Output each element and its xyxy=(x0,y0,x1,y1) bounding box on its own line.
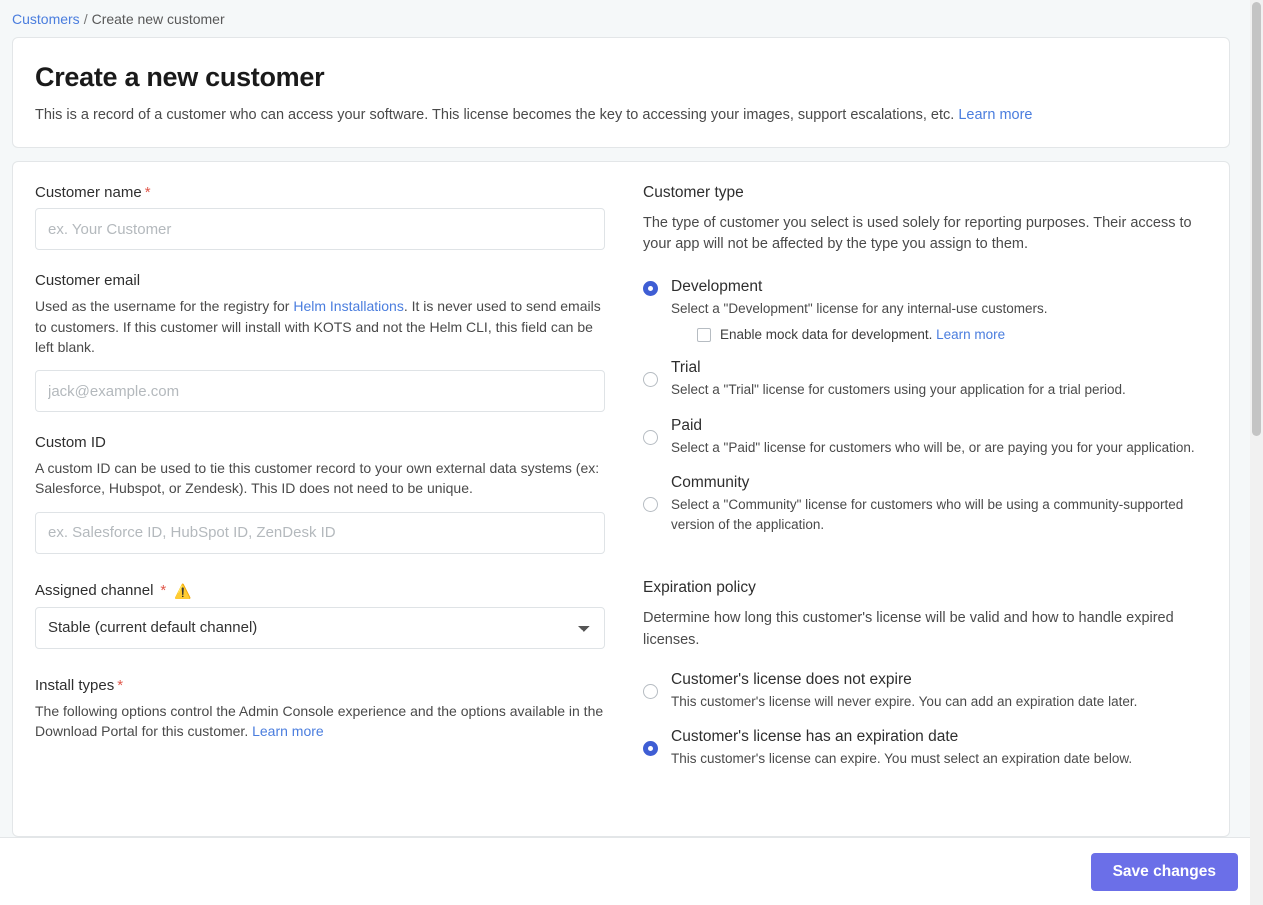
radio-has-expiration-title: Customer's license has an expiration date xyxy=(671,728,959,746)
radio-development-body xyxy=(671,278,1213,343)
spacer xyxy=(35,554,605,582)
expiration-policy-description: Determine how long this customer's license will be valid and how to handle expired licenses. xyxy=(643,610,1174,648)
assigned-channel-select[interactable] xyxy=(35,607,605,649)
custom-id-help: A custom ID can be used to tie this customer record to your own external data systems (ex: Salesforce, Hubspot, or Zendesk). This ID does not need to be unique. xyxy=(35,460,600,497)
breadcrumb-separator: / xyxy=(83,11,88,27)
customer-form-card xyxy=(12,161,1230,837)
install-types-learn-more-link[interactable]: Learn more xyxy=(252,723,324,740)
radio-community-title: Community xyxy=(671,474,750,492)
radio-community-body xyxy=(671,474,1213,534)
breadcrumb xyxy=(0,0,1263,37)
radio-paid[interactable] xyxy=(643,430,658,445)
radio-community-desc: Select a "Community" license for customers who will be using a community-supported version of the application. xyxy=(671,497,1184,532)
mock-data-checkbox-row[interactable] xyxy=(697,327,1213,342)
radio-no-expiration-title: Customer's license does not expire xyxy=(671,670,912,688)
mock-data-label-text: Enable mock data for development. xyxy=(720,327,933,343)
page-header-card xyxy=(12,37,1230,148)
customer-email-help-suffix: . It is never used to send emails to customers. If this customer will install with KOTS and not the Helm CLI, this field can be left blank. xyxy=(35,298,601,355)
radio-has-expiration-desc: This customer's license can expire. You must select an expiration date below. xyxy=(671,751,1133,767)
page-scrollbar-track[interactable] xyxy=(1250,0,1263,905)
radio-trial[interactable] xyxy=(643,372,658,387)
radio-trial-desc: Select a "Trial" license for customers using your application for a trial period. xyxy=(671,382,1126,398)
form-footer-bar xyxy=(0,837,1255,905)
form-left-column xyxy=(35,184,605,786)
radio-no-expiration-body xyxy=(671,671,1213,712)
radio-option-paid[interactable] xyxy=(643,417,1213,458)
page-description-text: This is a record of a customer who can access your software. This license becomes the key to accessing your images, support escalations, etc. xyxy=(35,107,955,123)
helm-installations-link[interactable]: Helm Installations xyxy=(293,298,404,315)
assigned-channel-label xyxy=(35,582,605,600)
page-title: Create a new customer xyxy=(35,62,325,92)
customer-name-label xyxy=(35,184,605,201)
expiration-policy-title: Expiration policy xyxy=(643,579,756,597)
radio-paid-desc: Select a "Paid" license for customers who will be, or are paying you for your application. xyxy=(671,439,1195,455)
radio-option-has-expiration[interactable] xyxy=(643,728,1213,769)
radio-option-no-expiration[interactable] xyxy=(643,671,1213,712)
radio-trial-title: Trial xyxy=(671,359,701,377)
radio-paid-title: Paid xyxy=(671,416,703,434)
spacer xyxy=(35,649,605,677)
install-types-help xyxy=(35,701,605,742)
custom-id-input[interactable] xyxy=(35,512,605,554)
mock-data-checkbox[interactable] xyxy=(697,328,711,342)
radio-community[interactable] xyxy=(643,497,658,512)
install-types-required-mark: * xyxy=(117,676,124,694)
radio-trial-body xyxy=(671,359,1213,400)
customer-type-description: The type of customer you select is used solely for reporting purposes. Their access to your app will not be affected by the type you assign to them. xyxy=(643,215,1192,253)
custom-id-label: Custom ID xyxy=(35,434,106,452)
breadcrumb-link-customers[interactable]: Customers xyxy=(12,11,80,27)
mock-data-learn-more-link[interactable]: Learn more xyxy=(936,327,1006,343)
customer-name-required-mark: * xyxy=(144,184,151,202)
customer-email-input[interactable] xyxy=(35,370,605,412)
breadcrumb-current: Create new customer xyxy=(91,11,225,27)
form-right-column xyxy=(643,184,1213,786)
customer-name-label-text: Customer name xyxy=(35,184,142,202)
page-description xyxy=(35,105,1207,125)
form-columns xyxy=(35,184,1207,786)
radio-no-expiration-desc: This customer's license will never expire. You can add an expiration date later. xyxy=(671,693,1138,709)
install-types-help-text: The following options control the Admin Console experience and the options available in the Download Portal for this customer. xyxy=(35,702,604,740)
page-scrollbar-thumb[interactable] xyxy=(1252,2,1261,436)
spacer xyxy=(643,551,1213,579)
customer-type-title: Customer type xyxy=(643,184,744,202)
customer-name-input[interactable] xyxy=(35,208,605,250)
radio-paid-body xyxy=(671,417,1213,458)
radio-option-trial[interactable] xyxy=(643,359,1213,400)
radio-no-expiration[interactable] xyxy=(643,684,658,699)
spacer xyxy=(35,250,605,272)
install-types-label xyxy=(35,677,605,694)
customer-email-help-prefix: Used as the username for the registry for xyxy=(35,298,294,315)
assigned-channel-required-mark: * xyxy=(160,581,167,599)
radio-option-development[interactable] xyxy=(643,278,1213,343)
radio-has-expiration-body xyxy=(671,728,1213,769)
radio-development-title: Development xyxy=(671,277,763,295)
install-types-label-text: Install types xyxy=(35,676,115,694)
radio-option-community[interactable] xyxy=(643,474,1213,534)
warning-icon: ⚠️ xyxy=(174,582,192,599)
mock-data-checkbox-label xyxy=(720,327,1005,342)
assigned-channel-label-text: Assigned channel xyxy=(35,581,154,599)
radio-has-expiration[interactable] xyxy=(643,741,658,756)
radio-development[interactable] xyxy=(643,281,658,296)
customer-email-help xyxy=(35,296,605,357)
customer-email-label: Customer email xyxy=(35,272,141,290)
header-learn-more-link[interactable]: Learn more xyxy=(958,107,1033,123)
spacer xyxy=(35,412,605,434)
save-changes-button[interactable]: Save changes xyxy=(1091,853,1238,891)
radio-development-desc: Select a "Development" license for any internal-use customers. xyxy=(671,300,1048,316)
